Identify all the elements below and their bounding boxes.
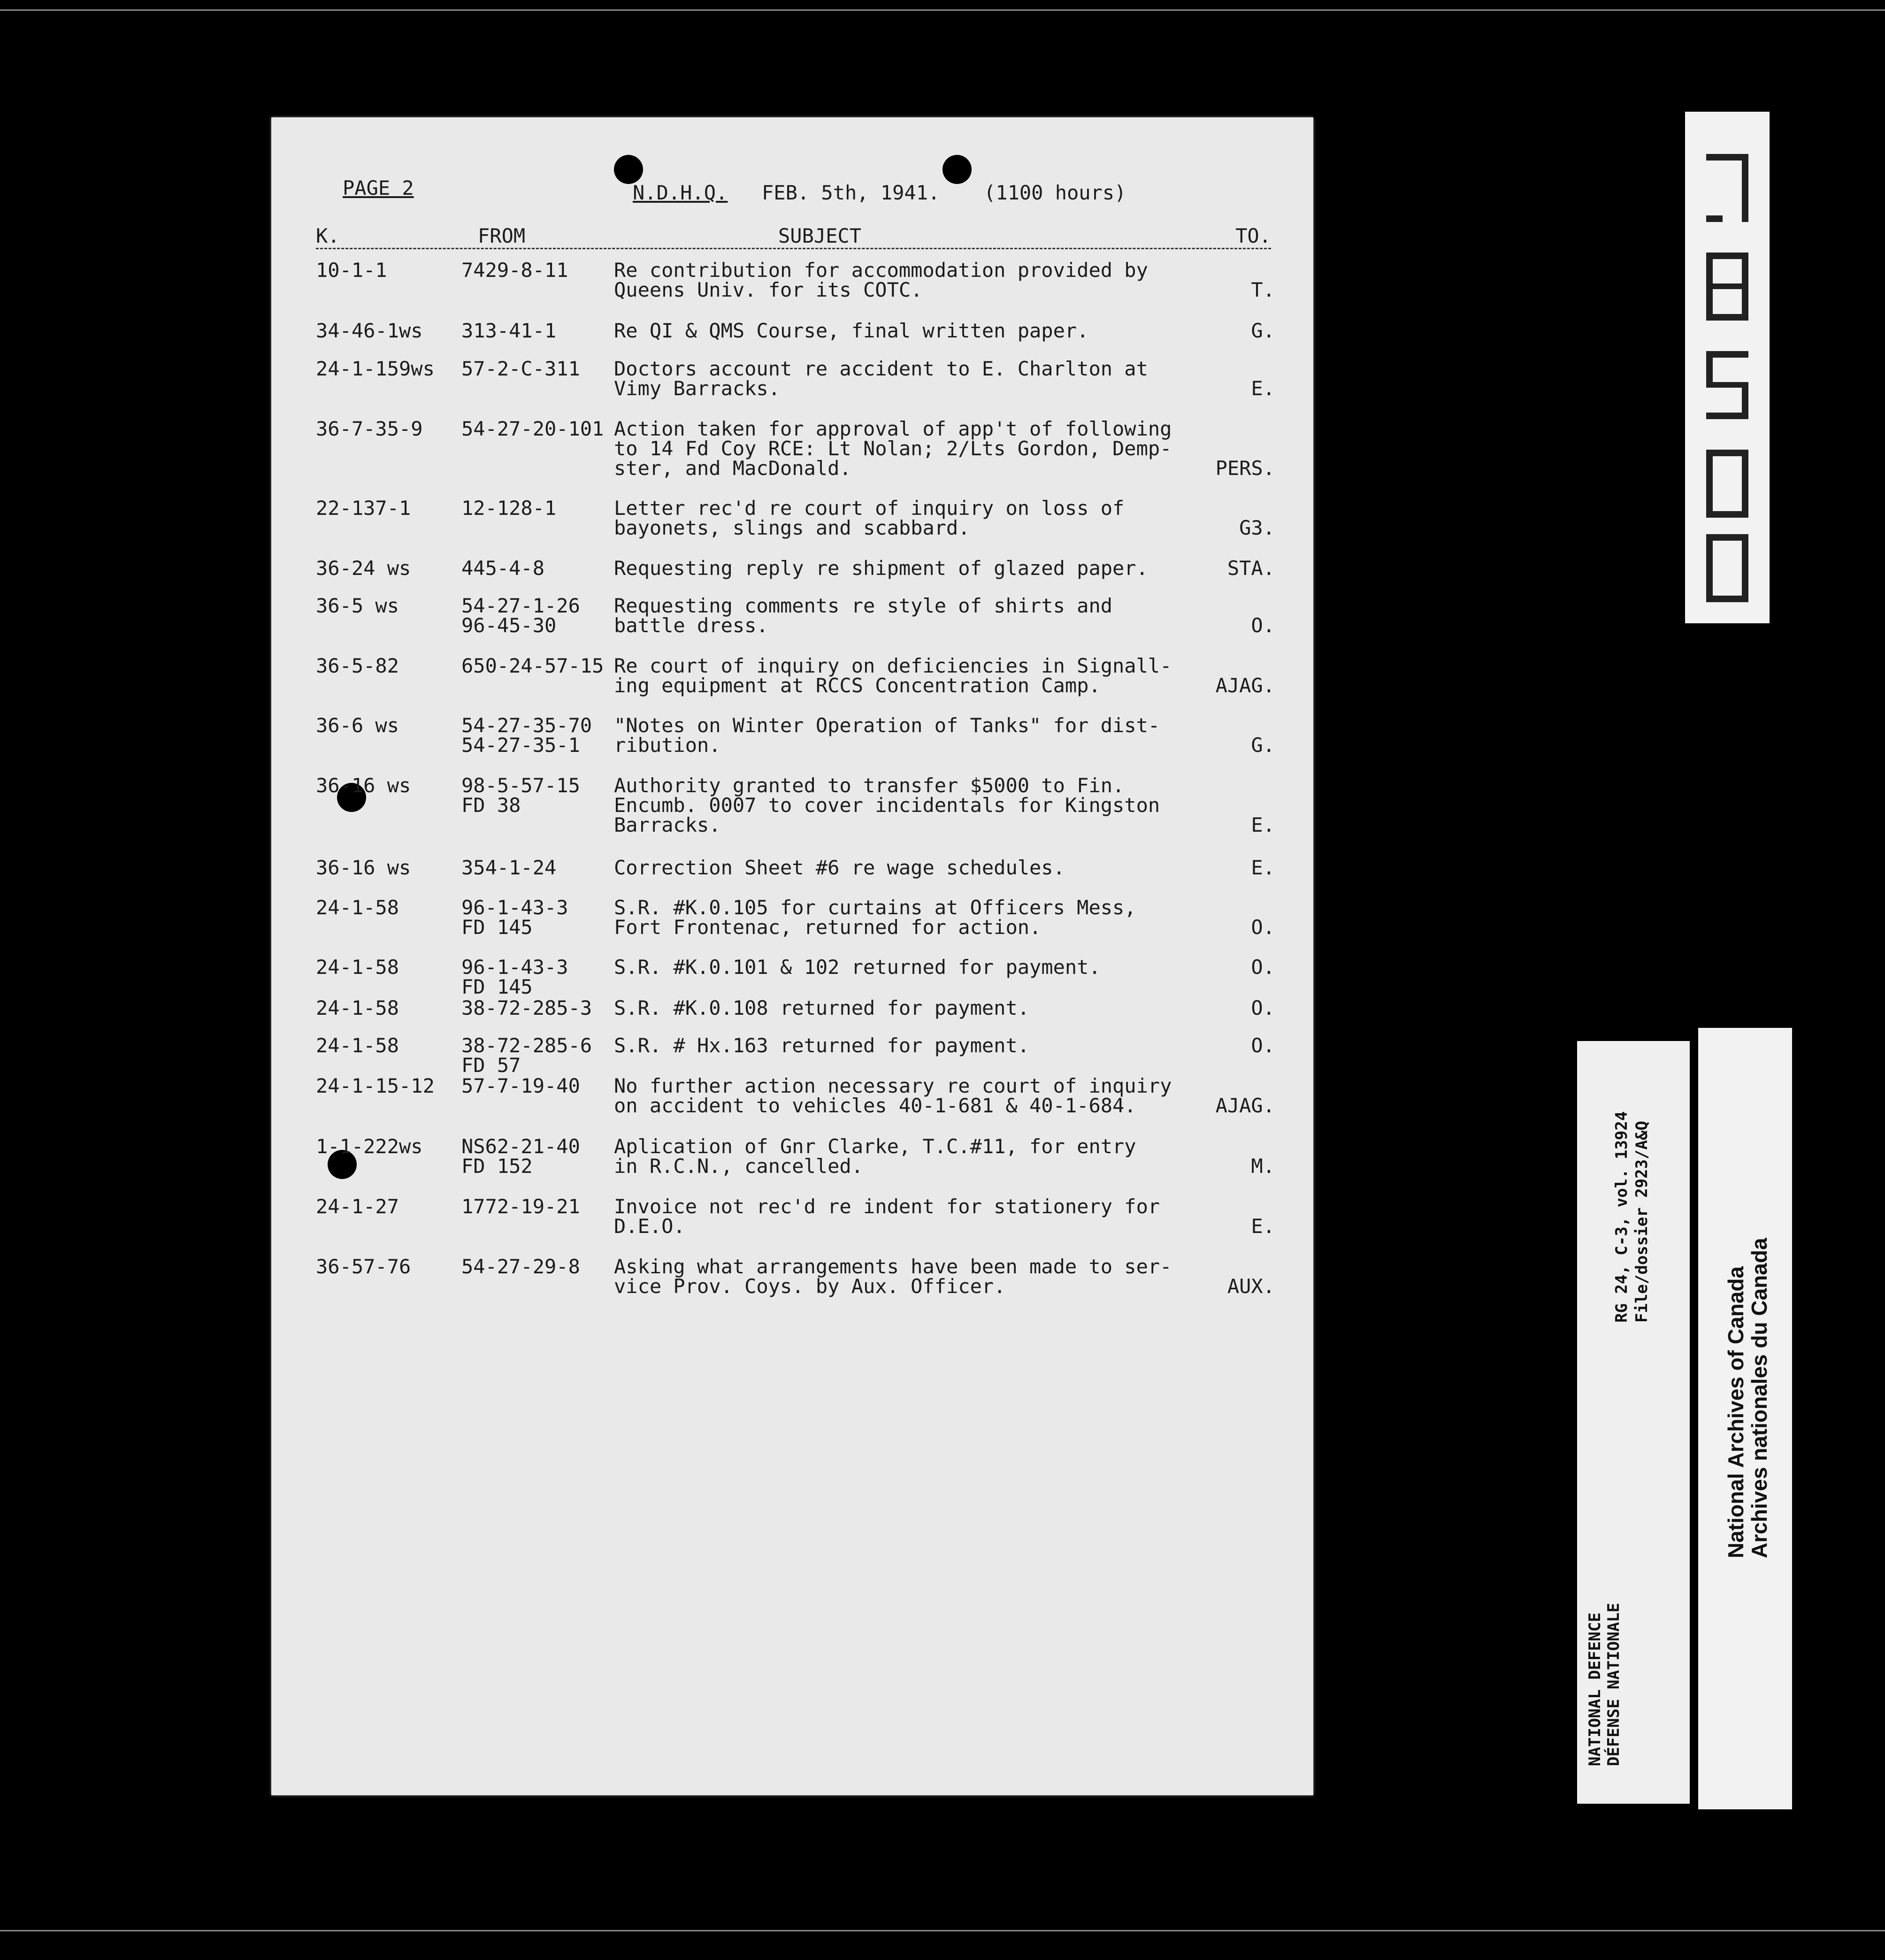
entry-subject: S.R. #K.0.101 & 102 returned for payment.	[614, 956, 1101, 979]
entry-k: 24-1-27	[316, 1195, 399, 1218]
rg-reference: RG 24, C-3, vol. 13924	[1612, 1111, 1631, 1323]
film-edge-bottom	[0, 1930, 1885, 1931]
entry-to: E.	[1251, 856, 1275, 879]
column-header	[316, 222, 1271, 249]
entry-to: E.	[1251, 1215, 1275, 1238]
entry-to: AJAG.	[1215, 1094, 1275, 1117]
entry-to: O.	[1251, 916, 1275, 939]
entry-to: AUX.	[1227, 1275, 1275, 1298]
entry-subject: Requesting comments re style of shirts and battle dress.	[614, 594, 1113, 637]
entry-subject: Aplication of Gnr Clarke, T.C.#11, for entry in R.C.N., cancelled.	[614, 1135, 1136, 1178]
entry-k: 22-137-1	[316, 497, 411, 520]
entry-from: 96-1-43-3 FD 145	[461, 956, 568, 998]
entry-from: 38-72-285-6 FD 57	[461, 1034, 592, 1077]
fonds-label-strip	[1577, 1041, 1690, 1804]
entry-subject: Invoice not rec'd re indent for stationery for D.E.O.	[614, 1195, 1160, 1238]
entry-subject: Asking what arrangements have been made to ser- vice Prov. Coys. by Aux. Officer.	[614, 1255, 1172, 1298]
entry-from: 650-24-57-15	[461, 654, 604, 677]
entry-from: 54-27-29-8	[461, 1255, 580, 1278]
entry-k: 36-16 ws	[316, 856, 411, 879]
frame-digit-mark	[1706, 253, 1748, 321]
entry-from: 98-5-57-15 FD 38	[461, 774, 580, 817]
document-date: FEB. 5th, 1941.	[762, 181, 940, 204]
entry-to: G3.	[1239, 516, 1275, 539]
entry-subject: Re contribution for accommodation provided by Queens Univ. for its COTC.	[614, 259, 1148, 301]
entry-subject: "Notes on Winter Operation of Tanks" for dist- ribution.	[614, 714, 1160, 757]
entry-subject: S.R. #K.0.105 for curtains at Officers Mess, Fort Frontenac, returned for action.	[614, 896, 1136, 939]
entry-to: O.	[1251, 996, 1275, 1019]
document-page	[271, 117, 1313, 1795]
entry-from: NS62-21-40 FD 152	[461, 1135, 580, 1178]
entry-to: G.	[1251, 734, 1275, 757]
entry-to: O.	[1251, 1034, 1275, 1057]
ndhq-label: N.D.H.Q.	[633, 181, 728, 204]
entry-to: PERS.	[1215, 457, 1275, 480]
frame-digit-mark	[1706, 154, 1748, 222]
entry-subject: S.R. # Hx.163 returned for payment.	[614, 1034, 1030, 1057]
entry-from: 38-72-285-3	[461, 996, 592, 1019]
entry-k: 24-1-58	[316, 956, 399, 979]
entry-k: 36-6 ws	[316, 714, 399, 737]
entry-to: O.	[1251, 956, 1275, 979]
frame-digit-mark	[1706, 450, 1748, 518]
entry-subject: Re court of inquiry on deficiencies in Signall- ing equipment at RCCS Concentration Camp.	[614, 654, 1172, 697]
entry-from: 354-1-24	[461, 856, 557, 879]
entry-k: 36-24 ws	[316, 557, 411, 580]
nd-label-en: NATIONAL DEFENCE	[1586, 1612, 1604, 1766]
entry-k: 34-46-1ws	[316, 319, 423, 342]
entry-subject: No further action necessary re court of inquiry on accident to vehicles 40-1-681 & 40-1-684.	[614, 1074, 1172, 1117]
entry-to: G.	[1251, 319, 1275, 342]
frame-number-strip	[1685, 112, 1770, 623]
entry-k: 36-7-35-9	[316, 417, 423, 440]
column-k: K.	[316, 224, 340, 247]
entry-from: 57-2-C-311	[461, 357, 580, 380]
page-number: PAGE 2	[343, 176, 414, 199]
entry-from: 445-4-8	[461, 557, 545, 580]
file-reference: File/dossier 2923/A&Q	[1632, 1121, 1651, 1323]
entry-from: 12-128-1	[461, 497, 557, 520]
entry-from: 1772-19-21	[461, 1195, 580, 1218]
entry-to: E.	[1251, 813, 1275, 836]
entry-subject: Letter rec'd re court of inquiry on loss of bayonets, slings and scabbard.	[614, 497, 1125, 539]
entry-k: 36-16 ws	[316, 774, 411, 797]
entry-k: 24-1-159ws	[316, 357, 435, 380]
archives-name-fr: Archives nationales du Canada	[1747, 1238, 1771, 1558]
frame-digit-mark	[1706, 534, 1748, 602]
entry-k: 36-57-76	[316, 1255, 411, 1278]
archives-name-en: National Archives of Canada	[1724, 1266, 1748, 1558]
nd-label-fr: DÉFENSE NATIONALE	[1604, 1603, 1623, 1766]
entry-to: O.	[1251, 614, 1275, 637]
entry-to: AJAG.	[1215, 674, 1275, 697]
entry-subject: S.R. #K.0.108 returned for payment.	[614, 996, 1030, 1019]
punch-hole	[942, 155, 972, 184]
entry-k: 24-1-58	[316, 896, 399, 919]
entry-from: 54-27-35-70 54-27-35-1	[461, 714, 592, 757]
entry-subject: Doctors account re accident to E. Charlton at Vimy Barracks.	[614, 357, 1148, 400]
film-edge-top	[0, 9, 1885, 11]
entry-subject: Re QI & QMS Course, final written paper.	[614, 319, 1089, 342]
entry-from: 313-41-1	[461, 319, 557, 342]
entry-from: 57-7-19-40	[461, 1074, 580, 1097]
entry-subject: Authority granted to transfer $5000 to Fin. Encumb. 0007 to cover incidentals for Kingston Barracks.	[614, 774, 1160, 836]
column-subject: SUBJECT	[778, 224, 862, 247]
column-from: FROM	[478, 224, 526, 247]
entry-to: M.	[1251, 1155, 1275, 1178]
entry-k: 24-1-15-12	[316, 1074, 435, 1097]
entry-subject: Correction Sheet #6 re wage schedules.	[614, 856, 1065, 879]
entry-k: 24-1-58	[316, 1034, 399, 1057]
frame-digit-mark	[1706, 351, 1748, 419]
document-time: (1100 hours)	[984, 181, 1126, 204]
entry-k: 10-1-1	[316, 259, 387, 282]
entry-k: 24-1-58	[316, 996, 399, 1019]
punch-hole	[614, 155, 643, 184]
entry-subject: Action taken for approval of app't of following to 14 Fd Coy RCE: Lt Nolan; 2/Lts Gordon, Demp- ster, and MacDonald.	[614, 417, 1172, 480]
entry-k: 36-5 ws	[316, 594, 399, 617]
entry-from: 54-27-20-101	[461, 417, 604, 440]
column-to: TO.	[1235, 224, 1271, 247]
entry-to: T.	[1251, 278, 1275, 301]
entry-from: 7429-8-11	[461, 259, 568, 282]
entry-subject: Requesting reply re shipment of glazed paper.	[614, 557, 1148, 580]
entry-to: E.	[1251, 377, 1275, 400]
archives-label-strip	[1698, 1028, 1792, 1809]
entry-from: 96-1-43-3 FD 145	[461, 896, 568, 939]
entry-k: 1-1-222ws	[316, 1135, 423, 1158]
entry-from: 54-27-1-26 96-45-30	[461, 594, 580, 637]
entry-to: STA.	[1227, 557, 1275, 580]
entry-k: 36-5-82	[316, 654, 399, 677]
